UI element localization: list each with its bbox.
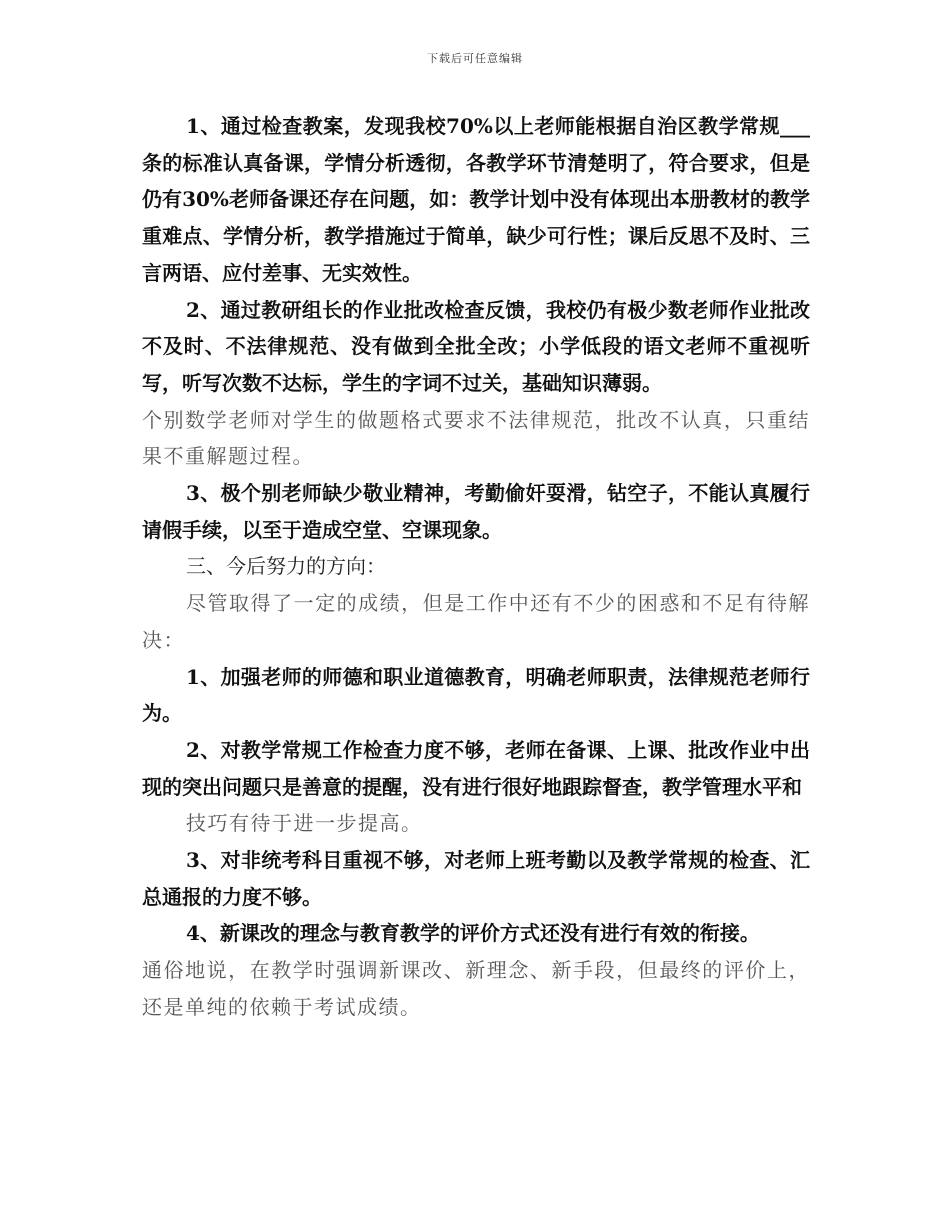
paragraph-3: 个别数学老师对学生的做题格式要求不法律规范，批改不认真，只重结果不重解题过程。 <box>142 407 810 469</box>
paragraph-4: 3、极个别老师缺少敬业精神，考勤偷奸耍滑，钻空子，不能认真履行请假手续，以至于造成空堂、空课现象。 <box>142 481 810 542</box>
paragraph-6: 尽管取得了一定的成绩，但是工作中还有不少的困惑和不足有待解决： <box>142 591 810 652</box>
paragraph-7: 1、加强老师的师德和职业道德教育，明确老师职责，法律规范老师行为。 <box>142 664 810 726</box>
paragraph-2: 2、通过教研组长的作业批改检查反馈，我校仍有极少数老师作业批改不及时、不法律规范、没有做到全批全改；小学低段的语文老师不重视听写，听写次数不达标，学生的字词不过关，基础知识薄弱。 <box>142 297 810 395</box>
paragraph-8: 2、对教学常规工作检查力度不够，老师在备课、上课、批改作业中出现的突出问题只是善意的提醒，没有进行很好地跟踪督查，教学管理水平和 <box>142 737 810 799</box>
page-header: 下载后可任意编辑 <box>427 52 523 65</box>
paragraph-9: 技巧有待于进一步提高。 <box>186 811 423 836</box>
paragraph-11: 4、新课改的理念与教育教学的评价方式还没有进行有效的衔接。 <box>186 921 760 946</box>
paragraph-1: 1、通过检查教案，发现我校70%以上老师能根据自治区教学常规___条的标准认真备课，学情分析透彻，各教学环节清楚明了，符合要求，但是仍有30%老师备课还存在问题，如：教学计划中没有体现出本册教材的教学重难点、学情分析，教学措施过于简单，缺少可行性；课后反思不及时、三言两语、应付差事、无实效性。 <box>142 114 810 285</box>
paragraph-10: 3、对非统考科目重视不够，对老师上班考勤以及教学常规的检查、汇总通报的力度不够。 <box>142 848 810 909</box>
paragraph-12: 通俗地说，在教学时强调新课改、新理念、新手段，但最终的评价上，还是单纯的依赖于考试成绩。 <box>142 958 810 1019</box>
document-body <box>142 108 810 1026</box>
section-heading: 三、今后努力的方向： <box>186 554 386 579</box>
